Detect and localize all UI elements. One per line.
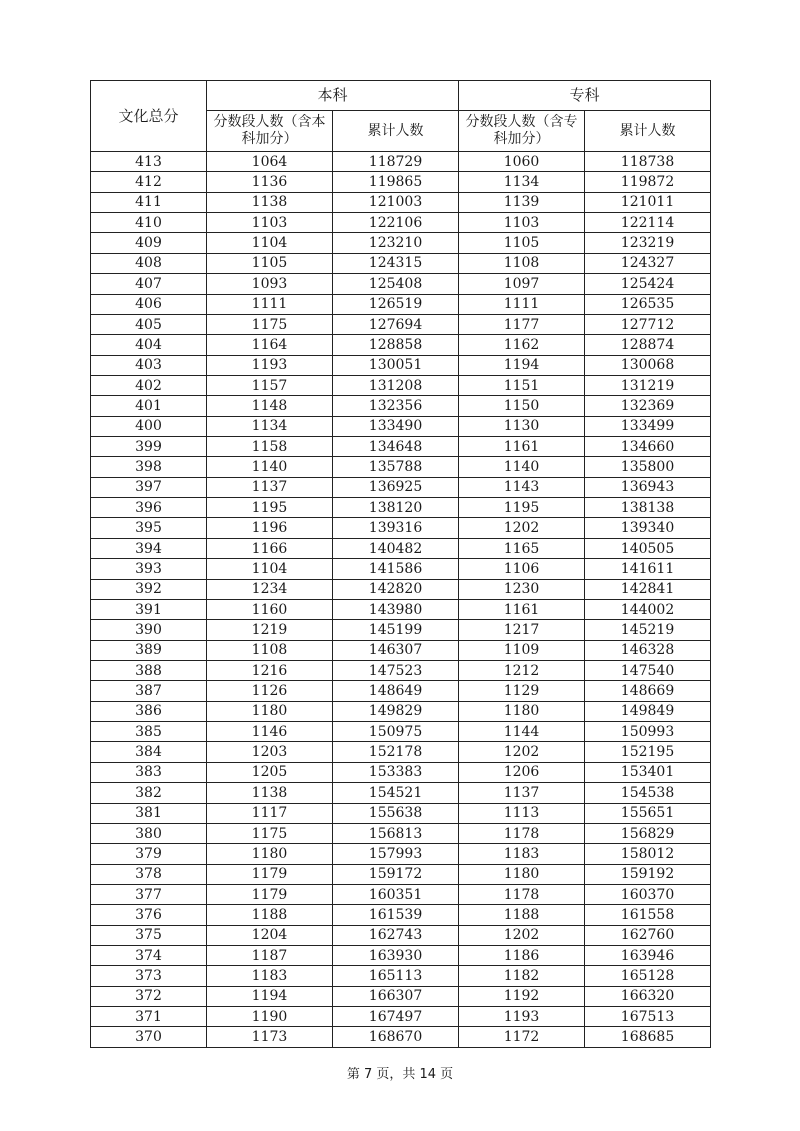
table-row [91, 966, 711, 986]
zhuanke-cumulative-cell: 161558 [585, 905, 711, 925]
zhuanke-cumulative-cell: 128874 [585, 335, 711, 355]
benke-cumulative-cell: 149829 [333, 701, 459, 721]
zhuanke-segment-cell: 1162 [459, 335, 585, 355]
score-cell: 381 [91, 803, 207, 823]
benke-cumulative-cell: 136925 [333, 477, 459, 497]
benke-segment-cell: 1195 [207, 498, 333, 518]
benke-segment-cell: 1093 [207, 274, 333, 294]
benke-segment-cell: 1179 [207, 884, 333, 904]
benke-cumulative-cell: 152178 [333, 742, 459, 762]
table-row [91, 722, 711, 742]
zhuanke-segment-cell: 1130 [459, 416, 585, 436]
benke-cumulative-cell: 123210 [333, 233, 459, 253]
benke-cumulative-cell: 124315 [333, 253, 459, 273]
zhuanke-cumulative-cell: 156829 [585, 823, 711, 843]
table-row [91, 905, 711, 925]
score-cell: 380 [91, 823, 207, 843]
zhuanke-cumulative-cell: 130068 [585, 355, 711, 375]
zhuanke-cumulative-cell: 155651 [585, 803, 711, 823]
score-cell: 392 [91, 579, 207, 599]
zhuanke-segment-cell: 1151 [459, 375, 585, 395]
benke-segment-cell: 1105 [207, 253, 333, 273]
benke-segment-cell: 1111 [207, 294, 333, 314]
zhuanke-cumulative-cell: 160370 [585, 884, 711, 904]
table-row [91, 559, 711, 579]
zhuanke-cumulative-cell: 125424 [585, 274, 711, 294]
benke-segment-cell: 1104 [207, 559, 333, 579]
score-cell: 402 [91, 375, 207, 395]
table-row [91, 599, 711, 619]
benke-segment-cell: 1134 [207, 416, 333, 436]
benke-segment-cell: 1160 [207, 599, 333, 619]
benke-cumulative-cell: 165113 [333, 966, 459, 986]
score-cell: 407 [91, 274, 207, 294]
benke-segment-cell: 1164 [207, 335, 333, 355]
table-row [91, 498, 711, 518]
zhuanke-segment-cell: 1106 [459, 559, 585, 579]
zhuanke-cumulative-cell: 135800 [585, 457, 711, 477]
benke-cumulative-cell: 127694 [333, 314, 459, 334]
benke-segment-cell: 1187 [207, 946, 333, 966]
score-cell: 397 [91, 477, 207, 497]
benke-segment-cell: 1234 [207, 579, 333, 599]
benke-cumulative-cell: 118729 [333, 152, 459, 172]
zhuanke-segment-cell: 1202 [459, 925, 585, 945]
score-cell: 377 [91, 884, 207, 904]
score-cell: 398 [91, 457, 207, 477]
benke-cumulative-cell: 146307 [333, 640, 459, 660]
benke-segment-cell: 1117 [207, 803, 333, 823]
benke-segment-cell: 1173 [207, 1027, 333, 1047]
zhuanke-cumulative-cell: 126535 [585, 294, 711, 314]
table-row [91, 1027, 711, 1047]
zhuanke-cumulative-cell: 168685 [585, 1027, 711, 1047]
benke-segment-header: 分数段人数（含本科加分） [207, 111, 333, 152]
score-cell: 404 [91, 335, 207, 355]
zhuanke-segment-cell: 1113 [459, 803, 585, 823]
zhuanke-cumulative-cell: 158012 [585, 844, 711, 864]
zhuanke-cumulative-cell: 122114 [585, 213, 711, 233]
zhuanke-segment-cell: 1182 [459, 966, 585, 986]
zhuanke-segment-cell: 1193 [459, 1007, 585, 1027]
score-cell: 378 [91, 864, 207, 884]
zhuanke-cumulative-cell: 153401 [585, 762, 711, 782]
zhuanke-cumulative-cell: 167513 [585, 1007, 711, 1027]
table-row [91, 375, 711, 395]
zhuanke-cumulative-cell: 136943 [585, 477, 711, 497]
benke-segment-cell: 1137 [207, 477, 333, 497]
benke-segment-cell: 1157 [207, 375, 333, 395]
score-cell: 376 [91, 905, 207, 925]
benke-segment-cell: 1180 [207, 701, 333, 721]
zhuanke-cumulative-cell: 150993 [585, 722, 711, 742]
benke-cumulative-cell: 121003 [333, 192, 459, 212]
table-row [91, 335, 711, 355]
zhuanke-cumulative-cell: 139340 [585, 518, 711, 538]
benke-cumulative-cell: 138120 [333, 498, 459, 518]
benke-segment-cell: 1188 [207, 905, 333, 925]
zhuanke-segment-cell: 1140 [459, 457, 585, 477]
table-row [91, 701, 711, 721]
benke-cumulative-cell: 132356 [333, 396, 459, 416]
zhuanke-segment-cell: 1134 [459, 172, 585, 192]
zhuanke-cumulative-cell: 144002 [585, 599, 711, 619]
zhuanke-cumulative-cell: 148669 [585, 681, 711, 701]
benke-cumulative-cell: 134648 [333, 437, 459, 457]
benke-cumulative-cell: 141586 [333, 559, 459, 579]
benke-cumulative-cell: 119865 [333, 172, 459, 192]
score-cell: 390 [91, 620, 207, 640]
zhuanke-segment-cell: 1144 [459, 722, 585, 742]
table-row [91, 538, 711, 558]
zhuanke-segment-cell: 1109 [459, 640, 585, 660]
table-row [91, 864, 711, 884]
zhuanke-cumulative-cell: 121011 [585, 192, 711, 212]
zhuanke-cumulative-cell: 147540 [585, 660, 711, 680]
zhuanke-segment-cell: 1111 [459, 294, 585, 314]
benke-segment-cell: 1196 [207, 518, 333, 538]
score-distribution-table [90, 80, 711, 1048]
table-row [91, 640, 711, 660]
score-cell: 372 [91, 986, 207, 1006]
zhuanke-segment-cell: 1129 [459, 681, 585, 701]
score-cell: 400 [91, 416, 207, 436]
score-cell: 371 [91, 1007, 207, 1027]
benke-segment-cell: 1138 [207, 192, 333, 212]
zhuanke-cumulative-cell: 162760 [585, 925, 711, 945]
zhuanke-cumulative-cell: 140505 [585, 538, 711, 558]
table-row [91, 396, 711, 416]
table-row [91, 274, 711, 294]
zhuanke-cumulative-cell: 119872 [585, 172, 711, 192]
score-cell: 370 [91, 1027, 207, 1047]
zhuanke-segment-cell: 1183 [459, 844, 585, 864]
table-row [91, 457, 711, 477]
score-cell: 382 [91, 783, 207, 803]
benke-segment-cell: 1104 [207, 233, 333, 253]
benke-segment-cell: 1158 [207, 437, 333, 457]
score-cell: 386 [91, 701, 207, 721]
score-cell: 375 [91, 925, 207, 945]
benke-segment-cell: 1180 [207, 844, 333, 864]
score-column-header: 文化总分 [91, 81, 207, 152]
benke-segment-cell: 1103 [207, 213, 333, 233]
zhuanke-segment-cell: 1165 [459, 538, 585, 558]
score-cell: 391 [91, 599, 207, 619]
benke-cumulative-cell: 156813 [333, 823, 459, 843]
zhuanke-cumulative-cell: 166320 [585, 986, 711, 1006]
zhuanke-segment-cell: 1178 [459, 823, 585, 843]
zhuanke-segment-cell: 1108 [459, 253, 585, 273]
benke-cumulative-cell: 163930 [333, 946, 459, 966]
benke-segment-cell: 1166 [207, 538, 333, 558]
zhuanke-group-header: 专科 [459, 81, 711, 111]
zhuanke-segment-cell: 1060 [459, 152, 585, 172]
zhuanke-segment-cell: 1186 [459, 946, 585, 966]
benke-cumulative-cell: 131208 [333, 375, 459, 395]
zhuanke-cumulative-cell: 152195 [585, 742, 711, 762]
benke-cumulative-cell: 150975 [333, 722, 459, 742]
table-row [91, 986, 711, 1006]
table-row [91, 253, 711, 273]
zhuanke-segment-cell: 1180 [459, 701, 585, 721]
score-cell: 408 [91, 253, 207, 273]
zhuanke-cumulative-cell: 133499 [585, 416, 711, 436]
benke-segment-cell: 1205 [207, 762, 333, 782]
table-row [91, 477, 711, 497]
score-cell: 412 [91, 172, 207, 192]
benke-segment-cell: 1108 [207, 640, 333, 660]
benke-group-header: 本科 [207, 81, 459, 111]
zhuanke-segment-cell: 1161 [459, 599, 585, 619]
benke-segment-cell: 1204 [207, 925, 333, 945]
benke-segment-cell: 1136 [207, 172, 333, 192]
zhuanke-cumulative-cell: 142841 [585, 579, 711, 599]
zhuanke-segment-cell: 1195 [459, 498, 585, 518]
zhuanke-segment-cell: 1172 [459, 1027, 585, 1047]
score-cell: 387 [91, 681, 207, 701]
table-row [91, 660, 711, 680]
zhuanke-cumulative-cell: 134660 [585, 437, 711, 457]
benke-segment-cell: 1064 [207, 152, 333, 172]
table-header [91, 81, 711, 152]
benke-segment-cell: 1203 [207, 742, 333, 762]
benke-segment-cell: 1146 [207, 722, 333, 742]
table-row [91, 416, 711, 436]
score-cell: 393 [91, 559, 207, 579]
table-row [91, 681, 711, 701]
zhuanke-segment-cell: 1139 [459, 192, 585, 212]
zhuanke-cumulative-cell: 132369 [585, 396, 711, 416]
benke-segment-cell: 1194 [207, 986, 333, 1006]
benke-cumulative-cell: 161539 [333, 905, 459, 925]
zhuanke-segment-cell: 1105 [459, 233, 585, 253]
benke-cumulative-cell: 154521 [333, 783, 459, 803]
table-row [91, 946, 711, 966]
zhuanke-cumulative-cell: 127712 [585, 314, 711, 334]
benke-cumulative-cell: 135788 [333, 457, 459, 477]
score-cell: 401 [91, 396, 207, 416]
score-cell: 411 [91, 192, 207, 212]
score-cell: 409 [91, 233, 207, 253]
benke-segment-cell: 1179 [207, 864, 333, 884]
zhuanke-segment-cell: 1143 [459, 477, 585, 497]
table-row [91, 742, 711, 762]
zhuanke-segment-cell: 1212 [459, 660, 585, 680]
table-row [91, 192, 711, 212]
table-row [91, 844, 711, 864]
zhuanke-segment-cell: 1192 [459, 986, 585, 1006]
zhuanke-cumulative-cell: 165128 [585, 966, 711, 986]
score-cell: 379 [91, 844, 207, 864]
zhuanke-cumulative-cell: 123219 [585, 233, 711, 253]
score-cell: 383 [91, 762, 207, 782]
score-cell: 395 [91, 518, 207, 538]
zhuanke-segment-cell: 1180 [459, 864, 585, 884]
benke-cumulative-cell: 160351 [333, 884, 459, 904]
table-row [91, 783, 711, 803]
score-cell: 410 [91, 213, 207, 233]
zhuanke-segment-cell: 1194 [459, 355, 585, 375]
benke-segment-cell: 1183 [207, 966, 333, 986]
score-cell: 384 [91, 742, 207, 762]
benke-segment-cell: 1175 [207, 314, 333, 334]
table-row [91, 518, 711, 538]
benke-cumulative-cell: 153383 [333, 762, 459, 782]
zhuanke-segment-cell: 1103 [459, 213, 585, 233]
zhuanke-segment-cell: 1230 [459, 579, 585, 599]
zhuanke-cumulative-cell: 145219 [585, 620, 711, 640]
benke-segment-cell: 1190 [207, 1007, 333, 1027]
benke-cumulative-cell: 162743 [333, 925, 459, 945]
benke-cumulative-cell: 143980 [333, 599, 459, 619]
zhuanke-cumulative-cell: 141611 [585, 559, 711, 579]
benke-cumulative-cell: 168670 [333, 1027, 459, 1047]
zhuanke-segment-header: 分数段人数（含专科加分） [459, 111, 585, 152]
zhuanke-cumulative-cell: 118738 [585, 152, 711, 172]
zhuanke-segment-cell: 1137 [459, 783, 585, 803]
zhuanke-cumulative-cell: 124327 [585, 253, 711, 273]
zhuanke-segment-cell: 1217 [459, 620, 585, 640]
zhuanke-segment-cell: 1188 [459, 905, 585, 925]
benke-cumulative-cell: 145199 [333, 620, 459, 640]
table-row [91, 213, 711, 233]
benke-cumulative-cell: 167497 [333, 1007, 459, 1027]
table-row [91, 294, 711, 314]
zhuanke-cumulative-cell: 163946 [585, 946, 711, 966]
zhuanke-segment-cell: 1177 [459, 314, 585, 334]
score-cell: 405 [91, 314, 207, 334]
benke-cumulative-cell: 155638 [333, 803, 459, 823]
zhuanke-segment-cell: 1161 [459, 437, 585, 457]
table-body [91, 152, 711, 1048]
score-cell: 389 [91, 640, 207, 660]
benke-segment-cell: 1219 [207, 620, 333, 640]
table-row [91, 762, 711, 782]
benke-cumulative-cell: 128858 [333, 335, 459, 355]
zhuanke-cumulative-cell: 131219 [585, 375, 711, 395]
table-row [91, 884, 711, 904]
table-row [91, 925, 711, 945]
zhuanke-segment-cell: 1097 [459, 274, 585, 294]
table-row [91, 823, 711, 843]
benke-cumulative-cell: 142820 [333, 579, 459, 599]
benke-cumulative-cell: 130051 [333, 355, 459, 375]
score-cell: 388 [91, 660, 207, 680]
benke-cumulative-cell: 125408 [333, 274, 459, 294]
benke-cumulative-cell: 147523 [333, 660, 459, 680]
benke-segment-cell: 1148 [207, 396, 333, 416]
table-row [91, 803, 711, 823]
benke-cumulative-cell: 159172 [333, 864, 459, 884]
zhuanke-segment-cell: 1206 [459, 762, 585, 782]
table-row [91, 172, 711, 192]
page-footer: 第 7 页，共 14 页 [346, 1067, 454, 1082]
benke-cumulative-cell: 139316 [333, 518, 459, 538]
zhuanke-cumulative-header: 累计人数 [585, 111, 711, 152]
score-cell: 396 [91, 498, 207, 518]
benke-segment-cell: 1175 [207, 823, 333, 843]
benke-cumulative-cell: 126519 [333, 294, 459, 314]
benke-cumulative-cell: 140482 [333, 538, 459, 558]
zhuanke-segment-cell: 1178 [459, 884, 585, 904]
benke-cumulative-header: 累计人数 [333, 111, 459, 152]
table-row [91, 437, 711, 457]
score-cell: 403 [91, 355, 207, 375]
zhuanke-cumulative-cell: 154538 [585, 783, 711, 803]
score-cell: 385 [91, 722, 207, 742]
benke-segment-cell: 1138 [207, 783, 333, 803]
score-cell: 394 [91, 538, 207, 558]
table-row [91, 152, 711, 172]
zhuanke-cumulative-cell: 159192 [585, 864, 711, 884]
benke-segment-cell: 1126 [207, 681, 333, 701]
table-row [91, 1007, 711, 1027]
benke-cumulative-cell: 157993 [333, 844, 459, 864]
benke-segment-cell: 1193 [207, 355, 333, 375]
benke-cumulative-cell: 166307 [333, 986, 459, 1006]
table-row [91, 620, 711, 640]
table-row [91, 314, 711, 334]
benke-segment-cell: 1216 [207, 660, 333, 680]
zhuanke-cumulative-cell: 149849 [585, 701, 711, 721]
score-cell: 406 [91, 294, 207, 314]
benke-cumulative-cell: 148649 [333, 681, 459, 701]
score-cell: 373 [91, 966, 207, 986]
zhuanke-cumulative-cell: 138138 [585, 498, 711, 518]
score-cell: 399 [91, 437, 207, 457]
zhuanke-segment-cell: 1150 [459, 396, 585, 416]
benke-cumulative-cell: 122106 [333, 213, 459, 233]
table-row [91, 233, 711, 253]
benke-cumulative-cell: 133490 [333, 416, 459, 436]
table-row [91, 579, 711, 599]
score-cell: 374 [91, 946, 207, 966]
score-cell: 413 [91, 152, 207, 172]
zhuanke-segment-cell: 1202 [459, 742, 585, 762]
table-row [91, 355, 711, 375]
zhuanke-segment-cell: 1202 [459, 518, 585, 538]
benke-segment-cell: 1140 [207, 457, 333, 477]
zhuanke-cumulative-cell: 146328 [585, 640, 711, 660]
